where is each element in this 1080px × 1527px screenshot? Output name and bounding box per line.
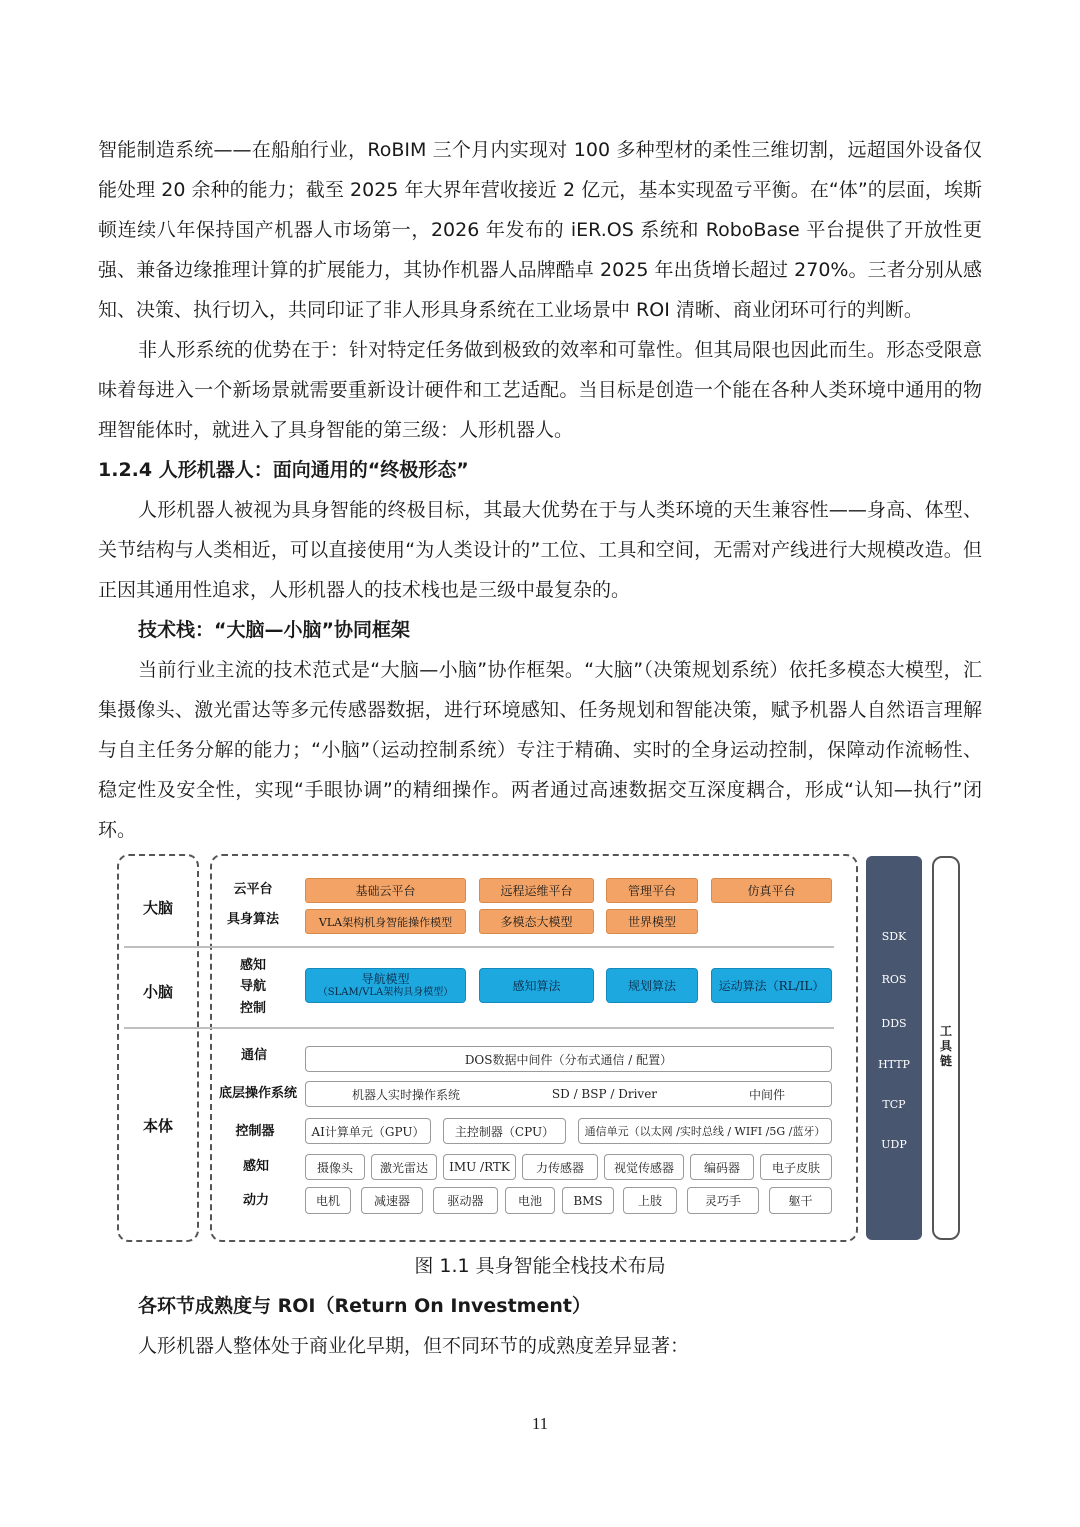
paragraph-non-humanoid-advantages: 非人形系统的优势在于：针对特定任务做到极致的效率和可靠性。但其局限也因此而生。形态受限意味着每进入一个新场景就需要重新设计硬件和工艺适配。当目标是创造一个能在各种人类环境中通用的物理智能体时，就进入了具身智能的第三级：人形机器人。	[98, 339, 982, 441]
sensing-box-camera: 摄像头	[305, 1154, 365, 1180]
protocol-sdk: SDK	[881, 930, 907, 943]
nav-model-box	[305, 968, 466, 1003]
cloud-box-remote-ops: 远程运维平台	[479, 878, 594, 903]
subheading-maturity-roi: 各环节成熟度与 ROI（Return On Investment）	[138, 1295, 591, 1317]
paragraph-intelligent-manufacturing: 智能制造系统——在船舶行业，RoBIM 三个月内实现对 100 多种型材的柔性三维切割，远超国外设备仅能处理 20 余种的能力；截至 2025 年大界年营收接近 2 亿元，基本实现盈亏平衡。在“体”的层面，埃斯顿连续八年保持国产机器人市场第一，2026 年发布的 iER.OS 系统和 RoboBase 平台提供了开放性更强、兼备边缘推理计算的扩展能力，其协作机器人品牌酷卓 2025 年出货增长超过 270%。三者分别从感知、决策、执行切入，共同印证了非人形具身系统在工业场景中 ROI 清晰、商业闭环可行的判断。	[98, 139, 982, 321]
protocol-tcp: TCP	[882, 1098, 906, 1111]
protocol-udp: UDP	[881, 1138, 907, 1151]
paragraph-humanoid-goal: 人形机器人被视为具身智能的终极目标，其最大优势在于与人类环境的天生兼容性——身高、体型、关节结构与人类相近，可以直接使用“为人类设计的”工位、工具和空间，无需对产线进行大规模改造。但正因其通用性追求，人形机器人的技术栈也是三级中最复杂的。	[98, 499, 982, 601]
algo-box-world-model: 世界模型	[606, 909, 698, 934]
cloud-box-simulation: 仿真平台	[711, 878, 832, 903]
subheading-tech-stack: 技术栈：“大脑—小脑”协同框架	[138, 619, 410, 641]
row-label-controller: 控制器	[235, 1124, 275, 1139]
sensing-box-imu: IMU /RTK	[443, 1154, 516, 1180]
power-box-torso: 躯干	[769, 1187, 832, 1214]
power-box-driver: 驱动器	[433, 1187, 498, 1214]
section-label-cerebellum: 小脑	[142, 983, 173, 1001]
toolchain-label: 工 具 链	[939, 1024, 952, 1068]
figure-caption: 图 1.1 具身智能全栈技术布局	[414, 1255, 666, 1277]
section-label-brain: 大脑	[142, 899, 173, 917]
row-label-control: 控制	[239, 1001, 266, 1016]
dos-middleware-box: DOS数据中间件（分布式通信 / 配置）	[305, 1046, 832, 1072]
protocol-dds: DDS	[881, 1017, 907, 1030]
nav-model-title: 导航模型	[361, 971, 410, 986]
controller-box-comm: 通信单元（以太网 /实时总线 / WIFI /5G /蓝牙）	[578, 1118, 832, 1144]
power-box-bms: BMS	[562, 1187, 614, 1214]
page-number: 11	[531, 1414, 549, 1433]
row-label-power: 动力	[242, 1193, 269, 1208]
controller-box-cpu: 主控制器（CPU）	[443, 1118, 566, 1144]
row-label-cloud: 云平台	[233, 882, 273, 897]
row-label-os: 底层操作系统	[218, 1086, 297, 1101]
protocol-column	[866, 856, 922, 1240]
perception-algo-box: 感知算法	[479, 968, 594, 1003]
cloud-box-management: 管理平台	[606, 878, 698, 903]
toolchain-column	[932, 856, 960, 1240]
sensing-box-lidar: 激光雷达	[371, 1154, 437, 1180]
section-label-body: 本体	[142, 1117, 173, 1135]
power-box-battery: 电池	[505, 1187, 555, 1214]
row-label-navigation: 导航	[239, 979, 266, 994]
os-item-middleware: 中间件	[748, 1087, 785, 1102]
os-box	[305, 1081, 832, 1107]
row-label-algo: 具身算法	[226, 912, 279, 927]
protocol-ros: ROS	[881, 973, 907, 986]
planning-algo-box: 规划算法	[606, 968, 698, 1003]
sensing-box-encoder: 编码器	[690, 1154, 754, 1180]
paragraph-brain-cerebellum: 当前行业主流的技术范式是“大脑—小脑”协作框架。“大脑”（决策规划系统）依托多模态大模型，汇集摄像头、激光雷达等多元传感器数据，进行环境感知、任务规划和智能决策，赋予机器人自然语言理解与自主任务分解的能力；“小脑”（运动控制系统）专注于精确、实时的全身运动控制，保障动作流畅性、稳定性及安全性，实现“手眼协调”的精细操作。两者通过高速数据交互深度耦合，形成“认知—执行”闭环。	[98, 659, 982, 841]
divider-brain	[124, 946, 834, 948]
section-heading-humanoid: 1.2.4 人形机器人：面向通用的“终极形态”	[98, 459, 469, 481]
power-box-reducer: 减速器	[361, 1187, 423, 1214]
algo-box-vla: VLA架构机身智能操作模型	[305, 909, 466, 934]
nav-model-subtitle: （SLAM/VLA架构具身模型）	[317, 986, 454, 998]
power-box-motor: 电机	[305, 1187, 351, 1214]
power-box-upper-limb: 上肢	[623, 1187, 677, 1214]
row-label-perception: 感知	[239, 958, 266, 973]
os-item-bsp: SD / BSP / Driver	[551, 1087, 658, 1101]
row-label-comm: 通信	[240, 1048, 267, 1063]
motion-algo-box: 运动算法（RL/IL）	[711, 968, 832, 1003]
protocol-http: HTTP	[878, 1058, 910, 1071]
sensing-box-force: 力传感器	[522, 1154, 598, 1180]
algo-box-multimodal: 多模态大模型	[479, 909, 594, 934]
cloud-box-base: 基础云平台	[305, 878, 466, 903]
controller-box-gpu: AI计算单元（GPU）	[305, 1118, 431, 1144]
sensing-box-vision: 视觉传感器	[604, 1154, 684, 1180]
os-item-rtos: 机器人实时操作系统	[351, 1087, 460, 1102]
row-label-sensing: 感知	[242, 1159, 269, 1174]
sensing-box-skin: 电子皮肤	[760, 1154, 832, 1180]
power-box-dexterous-hand: 灵巧手	[687, 1187, 759, 1214]
paragraph-maturity: 人形机器人整体处于商业化早期，但不同环节的成熟度差异显著：	[138, 1335, 690, 1357]
divider-cerebellum	[124, 1027, 834, 1029]
